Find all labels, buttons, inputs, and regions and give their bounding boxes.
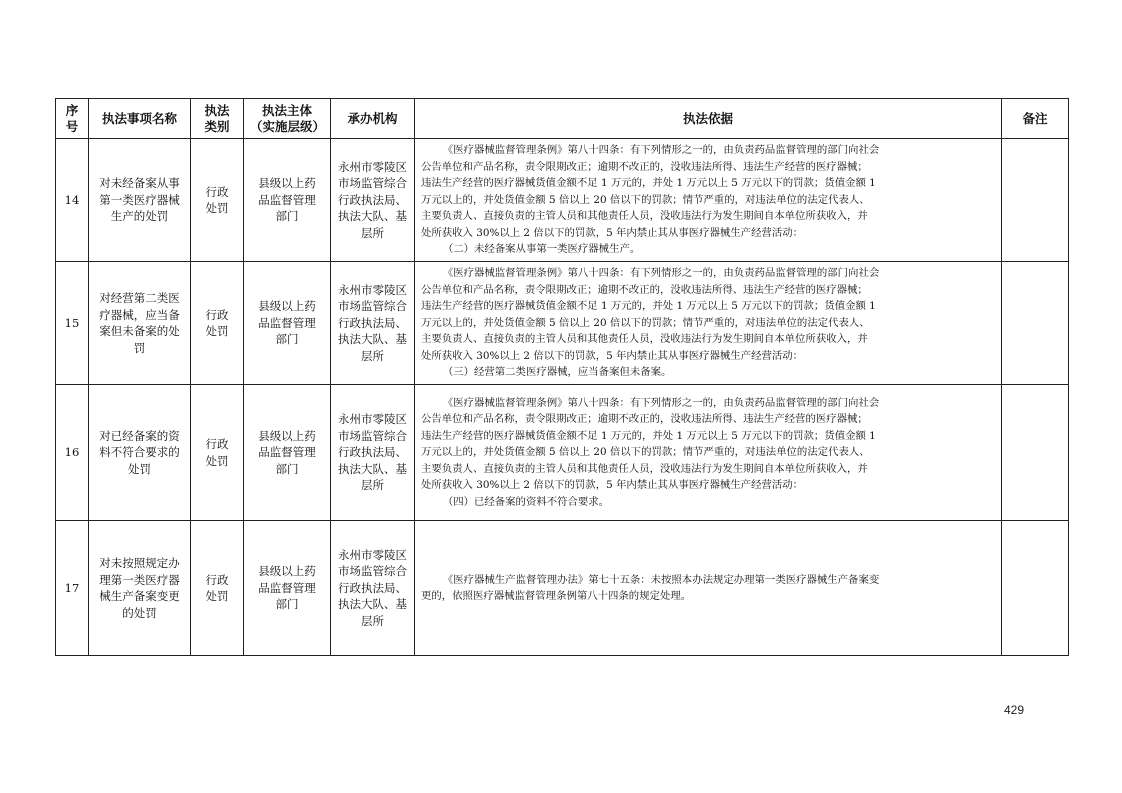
basis-line: 《医疗器械生产监督管理办法》第七十五条：未按照本办法规定办理第一类医疗器械生产备案变 — [442, 573, 880, 586]
basis-line: 公告单位和产品名称，责令限期改正；逾期不改正的，没收违法所得、违法生产经营的医疗器械； — [421, 283, 868, 296]
basis-line: 处所获收入 30%以上 2 倍以下的罚款，5 年内禁止其从事医疗器械生产经营活动： — [421, 226, 804, 239]
basis-line: （四）已经备案的资料不符合要求。 — [442, 495, 610, 508]
basis-line: 处所获收入 30%以上 2 倍以下的罚款，5 年内禁止其从事医疗器械生产经营活动： — [421, 479, 804, 492]
row-basis — [415, 262, 1002, 385]
basis-line: 公告单位和产品名称，责令限期改正；逾期不改正的，没收违法所得、违法生产经营的医疗器械； — [421, 413, 868, 426]
header-basis: 执法依据 — [415, 99, 1002, 139]
table-row — [56, 139, 1069, 262]
row-remark — [1002, 521, 1069, 656]
header-subject: 执法主体（实施层级） — [244, 99, 331, 139]
row-seq: 17 — [56, 521, 89, 656]
row-subject: 县级以上药品监督管理部门 — [244, 521, 331, 656]
row-remark — [1002, 385, 1069, 521]
row-category: 行政处罚 — [191, 385, 244, 521]
row-remark — [1002, 139, 1069, 262]
basis-line: 万元以上的，并处货值金额 5 倍以上 20 倍以下的罚款；情节严重的，对违法单位的法定代表人、 — [421, 193, 870, 206]
table-row — [56, 262, 1069, 385]
row-item-name: 对未按照规定办理第一类医疗器械生产备案变更的处罚 — [89, 521, 191, 656]
header-item-name: 执法事项名称 — [89, 99, 191, 139]
page-number: 429 — [1004, 703, 1025, 717]
row-seq: 16 — [56, 385, 89, 521]
row-subject: 县级以上药品监督管理部门 — [244, 262, 331, 385]
basis-line: 违法生产经营的医疗器械货值金额不足 1 万元的，并处 1 万元以上 5 万元以下的罚款；货值金额 1 — [421, 429, 876, 442]
row-subject: 县级以上药品监督管理部门 — [244, 139, 331, 262]
basis-line: 《医疗器械监督管理条例》第八十四条：有下列情形之一的，由负责药品监督管理的部门向社会 — [442, 144, 880, 157]
basis-line: 违法生产经营的医疗器械货值金额不足 1 万元的，并处 1 万元以上 5 万元以下的罚款；货值金额 1 — [421, 177, 876, 190]
basis-line: （二）未经备案从事第一类医疗器械生产。 — [442, 243, 641, 256]
row-category: 行政处罚 — [191, 521, 244, 656]
row-category: 行政处罚 — [191, 139, 244, 262]
basis-line: 《医疗器械监督管理条例》第八十四条：有下列情形之一的，由负责药品监督管理的部门向社会 — [442, 396, 880, 409]
basis-line: 公告单位和产品名称，责令限期改正；逾期不改正的，没收违法所得、违法生产经营的医疗器械； — [421, 160, 868, 173]
row-agency: 永州市零陵区市场监管综合行政执法局、执法大队、基层所 — [331, 385, 415, 521]
row-subject: 县级以上药品监督管理部门 — [244, 385, 331, 521]
row-seq: 15 — [56, 262, 89, 385]
row-basis — [415, 139, 1002, 262]
header-agency: 承办机构 — [331, 99, 415, 139]
row-agency: 永州市零陵区市场监管综合行政执法局、执法大队、基层所 — [331, 521, 415, 656]
row-seq: 14 — [56, 139, 89, 262]
header-remark: 备注 — [1002, 99, 1069, 139]
basis-line: 处所获收入 30%以上 2 倍以下的罚款，5 年内禁止其从事医疗器械生产经营活动： — [421, 349, 804, 362]
header-category: 执法类别 — [191, 99, 244, 139]
row-item-name: 对已经备案的资料不符合要求的处罚 — [89, 385, 191, 521]
table-row — [56, 521, 1069, 656]
basis-line: 主要负责人、直接负责的主管人员和其他责任人员，没收违法行为发生期间自本单位所获收入，并 — [421, 210, 868, 223]
row-category: 行政处罚 — [191, 262, 244, 385]
basis-line: 《医疗器械监督管理条例》第八十四条：有下列情形之一的，由负责药品监督管理的部门向社会 — [442, 267, 880, 280]
row-basis — [415, 521, 1002, 656]
header-seq: 序号 — [56, 99, 89, 139]
table-header-row — [56, 99, 1069, 139]
basis-line: 万元以上的，并处货值金额 5 倍以上 20 倍以下的罚款；情节严重的，对违法单位的法定代表人、 — [421, 316, 870, 329]
basis-line: （三）经营第二类医疗器械，应当备案但未备案。 — [442, 366, 672, 379]
basis-line: 万元以上的，并处货值金额 5 倍以上 20 倍以下的罚款；情节严重的，对违法单位的法定代表人、 — [421, 446, 870, 459]
basis-line: 违法生产经营的医疗器械货值金额不足 1 万元的，并处 1 万元以上 5 万元以下的罚款；货值金额 1 — [421, 300, 876, 313]
row-remark — [1002, 262, 1069, 385]
enforcement-items-table — [55, 98, 1069, 656]
basis-line: 主要负责人、直接负责的主管人员和其他责任人员，没收违法行为发生期间自本单位所获收入，并 — [421, 333, 868, 346]
basis-line: 更的，依照医疗器械监督管理条例第八十四条的规定处理。 — [421, 590, 692, 602]
row-agency: 永州市零陵区市场监管综合行政执法局、执法大队、基层所 — [331, 262, 415, 385]
row-item-name: 对未经备案从事第一类医疗器械生产的处罚 — [89, 139, 191, 262]
row-agency: 永州市零陵区市场监管综合行政执法局、执法大队、基层所 — [331, 139, 415, 262]
row-item-name: 对经营第二类医疗器械，应当备案但未备案的处罚 — [89, 262, 191, 385]
basis-line: 主要负责人、直接负责的主管人员和其他责任人员，没收违法行为发生期间自本单位所获收入，并 — [421, 462, 868, 475]
row-basis — [415, 385, 1002, 521]
table-row — [56, 385, 1069, 521]
